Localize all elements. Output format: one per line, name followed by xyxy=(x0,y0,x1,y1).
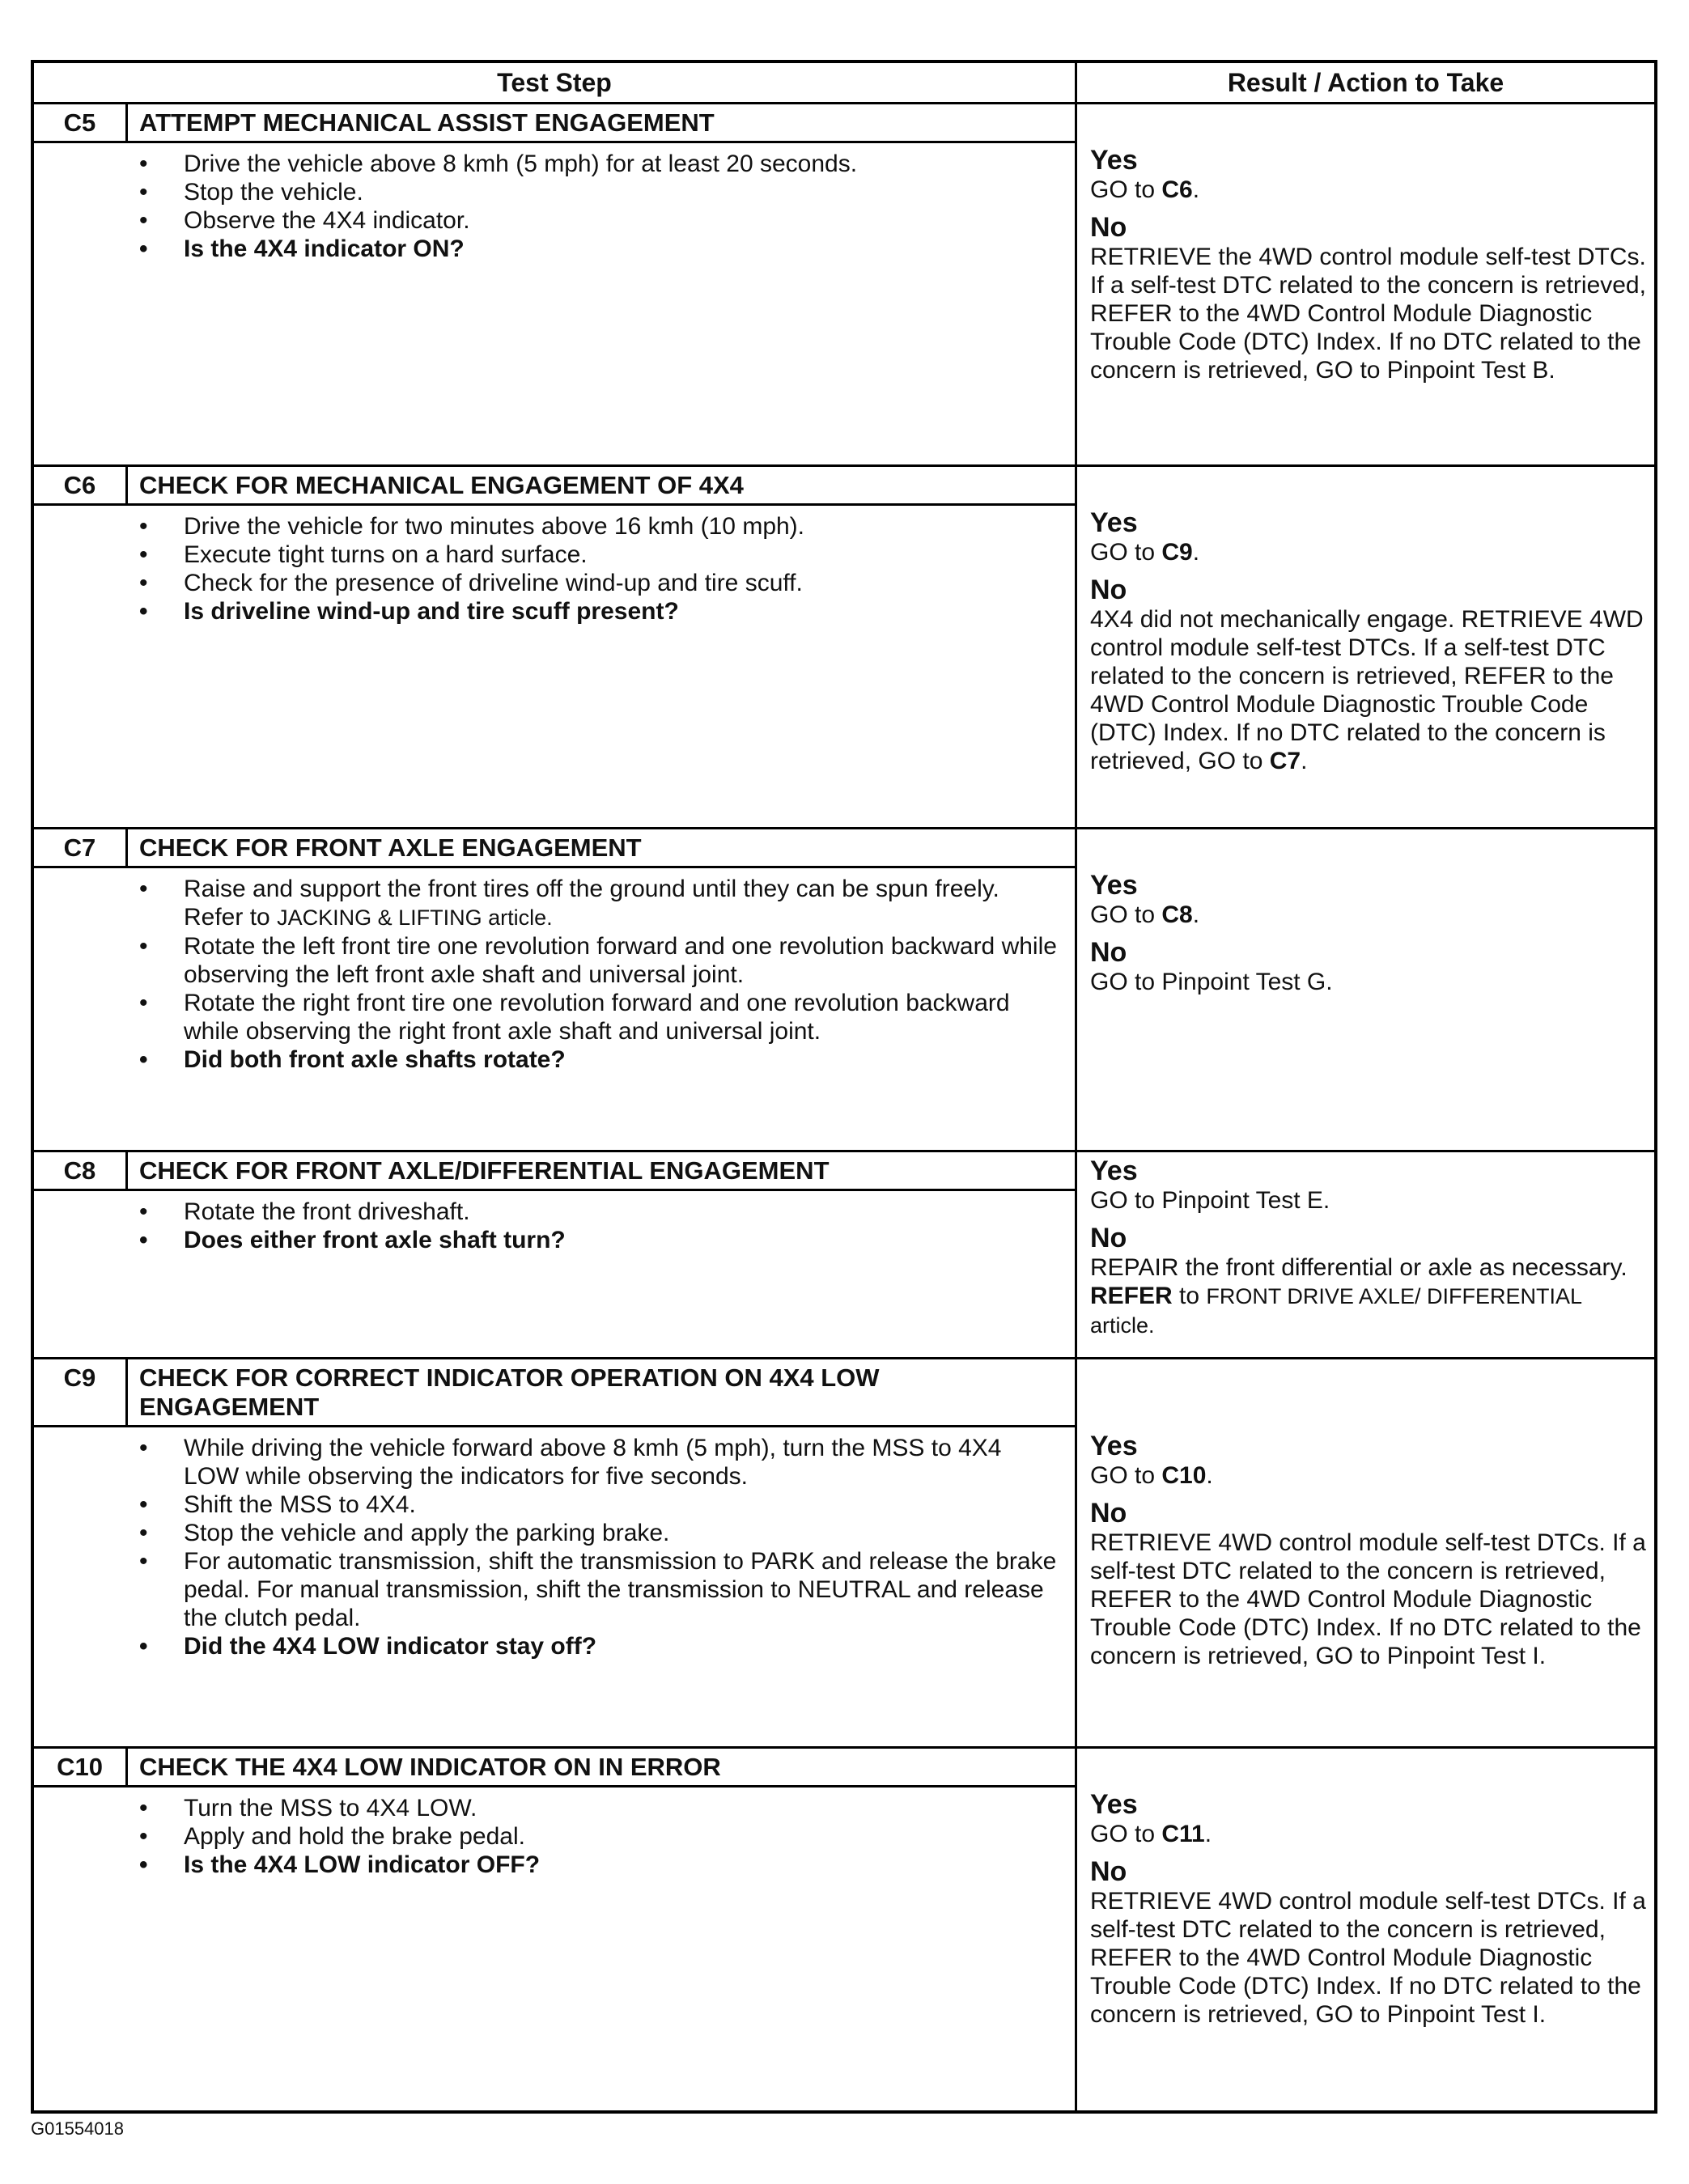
result-cell xyxy=(1077,1749,1654,2110)
step-reference: C10 xyxy=(1161,1462,1207,1489)
step-row-c9 xyxy=(34,1359,1654,1749)
table-header xyxy=(34,63,1654,104)
step-instructions xyxy=(34,1427,1075,1664)
no-action: RETRIEVE 4WD control module self-test DTCs. If a self-test DTC related to the concern is retrieved, REFER to the 4WD Control Module Diagnostic Trouble Code (DTC) Index. If no DTC related to the concern is retrieved, GO to Pinpoint Test I. xyxy=(1090,1529,1646,1669)
no-label: No xyxy=(1090,575,1127,605)
result-cell xyxy=(1077,467,1654,827)
instruction-item: • For automatic transmission, shift the transmission to PARK and release the brake pedal. For manual transmission, shift the transmission to NEUTRAL and release the clutch pedal. xyxy=(139,1547,1059,1632)
step-reference: C9 xyxy=(1161,539,1193,566)
no-label: No xyxy=(1090,1498,1127,1529)
step-title-bar xyxy=(34,104,1075,143)
step-reference: C11 xyxy=(1161,1821,1205,1847)
test-step-cell xyxy=(34,104,1077,464)
header-result: Result / Action to Take xyxy=(1227,67,1504,97)
no-label: No xyxy=(1090,212,1127,243)
step-title: CHECK FOR FRONT AXLE/DIFFERENTIAL ENGAGEMENT xyxy=(139,1156,830,1185)
step-id: C9 xyxy=(34,1359,128,1425)
step-id: C8 xyxy=(34,1152,128,1189)
diagnostic-table xyxy=(31,60,1657,2114)
instruction-item: • Stop the vehicle. xyxy=(139,178,1059,206)
step-instructions xyxy=(34,506,1075,629)
instruction-item: • Stop the vehicle and apply the parking brake. xyxy=(139,1519,1059,1547)
no-label: No xyxy=(1090,1856,1127,1887)
yes-action: GO to C9. xyxy=(1090,539,1200,566)
yes-action: GO to C10. xyxy=(1090,1462,1213,1489)
step-title-bar xyxy=(34,467,1075,506)
no-label: No xyxy=(1090,937,1127,968)
header-test-step: Test Step xyxy=(34,63,1077,102)
step-row-c6 xyxy=(34,467,1654,829)
step-reference: C8 xyxy=(1161,901,1193,928)
step-reference: C7 xyxy=(1269,748,1301,774)
instruction-item: • Rotate the right front tire one revolution forward and one revolution backward while observing the right front axle shaft and universal joint. xyxy=(139,989,1059,1045)
instruction-item: • Execute tight turns on a hard surface. xyxy=(139,541,1059,569)
result-cell xyxy=(1077,1152,1654,1357)
instruction-item: • Raise and support the front tires off the ground until they can be spun freely. Refer to JACKING & LIFTING article. xyxy=(139,875,1059,932)
yes-label: Yes xyxy=(1090,1431,1138,1461)
yes-action: GO to Pinpoint Test E. xyxy=(1090,1187,1330,1214)
instruction-question: • Is the 4X4 LOW indicator OFF? xyxy=(139,1851,1059,1879)
instruction-question: • Does either front axle shaft turn? xyxy=(139,1226,1059,1254)
article-reference: JACKING & LIFTING article. xyxy=(277,905,553,930)
no-action: RETRIEVE the 4WD control module self-test DTCs. If a self-test DTC related to the concern is retrieved, REFER to the 4WD Control Module Diagnostic Trouble Code (DTC) Index. If no DTC related to the concern is retrieved, GO to Pinpoint Test B. xyxy=(1090,244,1646,384)
no-action: RETRIEVE 4WD control module self-test DTCs. If a self-test DTC related to the concern is retrieved, REFER to the 4WD Control Module Diagnostic Trouble Code (DTC) Index. If no DTC related to the concern is retrieved, GO to Pinpoint Test I. xyxy=(1090,1888,1646,2028)
result-cell xyxy=(1077,104,1654,464)
step-id: C6 xyxy=(34,467,128,503)
yes-label: Yes xyxy=(1090,1156,1138,1186)
no-label: No xyxy=(1090,1223,1127,1253)
step-title: ATTEMPT MECHANICAL ASSIST ENGAGEMENT xyxy=(139,108,715,137)
result-cell xyxy=(1077,829,1654,1150)
step-id: C7 xyxy=(34,829,128,866)
instruction-question: • Is driveline wind-up and tire scuff present? xyxy=(139,597,1059,626)
instruction-item: • Drive the vehicle for two minutes above 16 kmh (10 mph). xyxy=(139,512,1059,541)
yes-label: Yes xyxy=(1090,145,1138,176)
yes-action: GO to C11. xyxy=(1090,1821,1212,1847)
step-title-bar xyxy=(34,1359,1075,1427)
yes-label: Yes xyxy=(1090,507,1138,538)
instruction-item: • Apply and hold the brake pedal. xyxy=(139,1822,1059,1851)
test-step-cell xyxy=(34,467,1077,827)
instruction-item: • Shift the MSS to 4X4. xyxy=(139,1491,1059,1519)
yes-action: GO to C8. xyxy=(1090,901,1200,928)
step-id: C5 xyxy=(34,104,128,141)
no-action: GO to Pinpoint Test G. xyxy=(1090,969,1333,995)
test-step-cell xyxy=(34,1749,1077,2110)
step-title-bar xyxy=(34,1152,1075,1191)
step-id: C10 xyxy=(34,1749,128,1785)
result-cell xyxy=(1077,1359,1654,1746)
instruction-item: • While driving the vehicle forward above 8 kmh (5 mph), turn the MSS to 4X4 LOW while observing the indicators for five seconds. xyxy=(139,1434,1059,1491)
step-title: CHECK FOR FRONT AXLE ENGAGEMENT xyxy=(139,833,642,862)
instruction-item: • Turn the MSS to 4X4 LOW. xyxy=(139,1794,1059,1822)
test-step-cell xyxy=(34,1152,1077,1357)
step-title: CHECK THE 4X4 LOW INDICATOR ON IN ERROR xyxy=(139,1753,721,1781)
step-instructions xyxy=(34,1787,1075,1882)
step-title: CHECK FOR CORRECT INDICATOR OPERATION ON 4X4 LOW ENGAGEMENT xyxy=(139,1363,880,1421)
yes-label: Yes xyxy=(1090,1789,1138,1820)
no-action: 4X4 did not mechanically engage. RETRIEVE 4WD control module self-test DTCs. If a self-test DTC related to the concern is retrieved, REFER to the 4WD Control Module Diagnostic Trouble Code (DTC) Index. If no DTC related to the concern is retrieved, GO to C7. xyxy=(1090,606,1644,774)
step-instructions xyxy=(34,143,1075,266)
step-reference: C6 xyxy=(1161,176,1193,203)
article-reference: FRONT DRIVE AXLE/ DIFFERENTIAL article. xyxy=(1090,1284,1581,1338)
step-row-c7 xyxy=(34,829,1654,1152)
yes-label: Yes xyxy=(1090,870,1138,901)
instruction-item: • Rotate the front driveshaft. xyxy=(139,1198,1059,1226)
test-step-cell xyxy=(34,829,1077,1150)
step-title: CHECK FOR MECHANICAL ENGAGEMENT OF 4X4 xyxy=(139,471,744,499)
instruction-question: • Is the 4X4 indicator ON? xyxy=(139,235,1059,263)
test-step-cell xyxy=(34,1359,1077,1746)
instruction-question: • Did both front axle shafts rotate? xyxy=(139,1045,1059,1074)
step-title-bar xyxy=(34,829,1075,868)
instruction-item: • Rotate the left front tire one revolution forward and one revolution backward while observing the left front axle shaft and universal joint. xyxy=(139,932,1059,989)
yes-action: GO to C6. xyxy=(1090,176,1200,203)
step-row-c5 xyxy=(34,104,1654,467)
instruction-item: • Check for the presence of driveline wind-up and tire scuff. xyxy=(139,569,1059,597)
step-row-c10 xyxy=(34,1749,1654,2110)
step-instructions xyxy=(34,1191,1075,1257)
instruction-question: • Did the 4X4 LOW indicator stay off? xyxy=(139,1632,1059,1660)
instruction-item: • Drive the vehicle above 8 kmh (5 mph) for at least 20 seconds. xyxy=(139,150,1059,178)
step-row-c8 xyxy=(34,1152,1654,1359)
figure-code: G01554018 xyxy=(31,2118,124,2139)
instruction-item: • Observe the 4X4 indicator. xyxy=(139,206,1059,235)
no-action: REPAIR the front differential or axle as necessary. REFER to FRONT DRIVE AXLE/ DIFFERENTIAL article. xyxy=(1090,1254,1627,1338)
step-instructions xyxy=(34,868,1075,1077)
step-title-bar xyxy=(34,1749,1075,1787)
